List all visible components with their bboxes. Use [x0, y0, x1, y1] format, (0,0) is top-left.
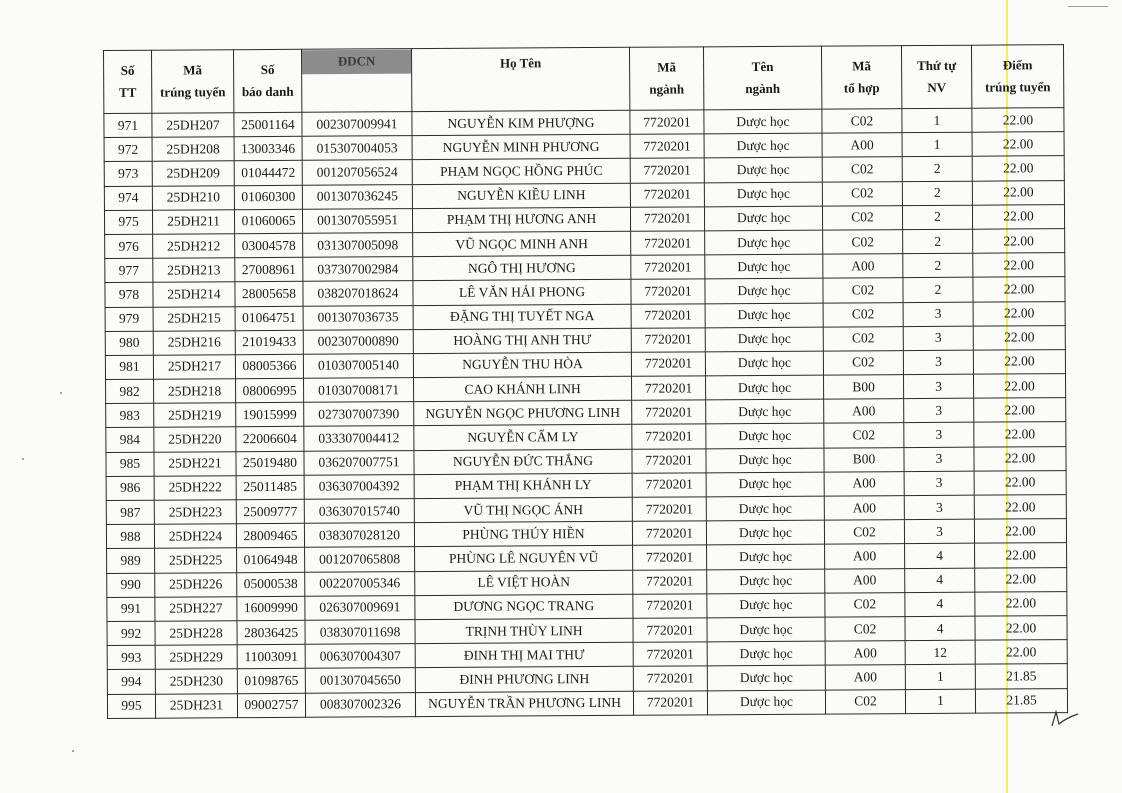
header-ddcn: ĐDCN — [301, 49, 411, 113]
cell-ma-to-hop: C02 — [822, 109, 902, 134]
cell-ma-to-hop: A00 — [823, 254, 903, 279]
cell-ma-nganh: 7720201 — [633, 569, 707, 594]
cell-ma-to-hop: C02 — [822, 157, 902, 182]
cell-ho-ten: PHẠM THỊ HƯƠNG ANH — [412, 207, 630, 233]
cell-so-bao-danh: 16009990 — [237, 596, 305, 621]
cell-thu-tu-nv: 4 — [905, 568, 975, 593]
cell-so-bao-danh: 25019480 — [236, 451, 304, 476]
cell-diem: 22.00 — [975, 640, 1067, 665]
cell-ma-to-hop: C02 — [823, 326, 903, 351]
cell-ddcn: 036307004392 — [304, 474, 414, 499]
cell-so-bao-danh: 25001164 — [234, 112, 302, 137]
cell-diem: 22.00 — [975, 567, 1067, 592]
cell-so-bao-danh: 01044472 — [234, 161, 302, 186]
table-header-row — [104, 45, 1064, 114]
cell-ten-nganh: Dược học — [706, 375, 824, 400]
cell-thu-tu-nv: 3 — [904, 471, 974, 496]
cell-diem: 22.00 — [974, 470, 1066, 495]
cell-diem: 22.00 — [974, 495, 1066, 520]
cell-ho-ten: TRỊNH THÙY LINH — [415, 618, 633, 644]
cell-thu-tu-nv: 4 — [905, 544, 975, 569]
cell-so-bao-danh: 21019433 — [235, 330, 303, 355]
cell-ho-ten: NGUYỄN CẨM LY — [414, 425, 632, 451]
cell-ho-ten: NGUYỄN KIM PHƯỢNG — [412, 110, 630, 136]
admission-results-table — [103, 44, 1068, 719]
cell-diem: 22.00 — [974, 446, 1066, 471]
cell-ma-trung-tuyen: 25DH230 — [155, 669, 237, 694]
scan-speck — [22, 458, 24, 460]
cell-thu-tu-nv: 3 — [903, 326, 973, 351]
cell-stt: 983 — [106, 403, 154, 427]
header-diem-trung-tuyen: Điểm trúng tuyển — [971, 45, 1063, 109]
cell-ten-nganh: Dược học — [704, 109, 822, 134]
cell-stt: 995 — [107, 694, 155, 718]
cell-stt: 984 — [106, 428, 154, 452]
cell-ho-ten: NGÔ THỊ HƯƠNG — [413, 255, 631, 281]
cell-ma-trung-tuyen: 25DH221 — [154, 451, 236, 476]
cell-ma-trung-tuyen: 25DH220 — [154, 427, 236, 452]
cell-ddcn: 001207065808 — [305, 547, 415, 572]
cell-ma-nganh: 7720201 — [632, 400, 706, 425]
cell-ho-ten: PHÙNG LÊ NGUYÊN VŨ — [415, 546, 633, 572]
header-thu-tu-nv: Thứ tự NV — [901, 45, 971, 108]
cell-ma-trung-tuyen: 25DH215 — [153, 306, 235, 331]
cell-diem: 22.00 — [975, 616, 1067, 641]
cell-ma-nganh: 7720201 — [631, 231, 705, 256]
cell-thu-tu-nv: 1 — [902, 108, 972, 133]
cell-stt: 986 — [106, 476, 154, 500]
cell-diem: 22.00 — [973, 229, 1065, 254]
cell-so-bao-danh: 11003091 — [237, 644, 305, 669]
table-row — [107, 688, 1067, 718]
cell-ho-ten: ĐINH THỊ MAI THƯ — [415, 642, 633, 668]
cell-ten-nganh: Dược học — [707, 641, 825, 666]
cell-ten-nganh: Dược học — [707, 544, 825, 569]
cell-ten-nganh: Dược học — [707, 569, 825, 594]
cell-ma-nganh: 7720201 — [632, 521, 706, 546]
cell-ddcn: 002307000890 — [303, 329, 413, 354]
cell-ddcn: 001307045650 — [305, 668, 415, 693]
cell-ma-to-hop: A00 — [825, 544, 905, 569]
cell-ddcn: 036307015740 — [304, 499, 414, 524]
cell-ten-nganh: Dược học — [706, 399, 824, 424]
cell-diem: 22.00 — [973, 301, 1065, 326]
cell-ma-to-hop: A00 — [824, 471, 904, 496]
cell-ma-to-hop: C02 — [825, 617, 905, 642]
cell-thu-tu-nv: 1 — [905, 689, 975, 714]
cell-ma-to-hop: C02 — [824, 423, 904, 448]
cell-diem: 22.00 — [973, 374, 1065, 399]
cell-stt: 980 — [105, 331, 153, 355]
cell-stt: 993 — [107, 645, 155, 669]
cell-ma-trung-tuyen: 25DH226 — [155, 572, 237, 597]
cell-thu-tu-nv: 4 — [905, 616, 975, 641]
cell-ddcn: 031307005098 — [303, 233, 413, 258]
cell-ten-nganh: Dược học — [704, 206, 822, 231]
cell-ten-nganh: Dược học — [705, 278, 823, 303]
cell-ten-nganh: Dược học — [707, 690, 825, 715]
cell-so-bao-danh: 08006995 — [236, 378, 304, 403]
cell-stt: 975 — [104, 210, 152, 234]
cell-diem: 22.00 — [973, 253, 1065, 278]
cell-diem: 22.00 — [973, 350, 1065, 375]
cell-ddcn: 001207056524 — [302, 160, 412, 185]
cell-ddcn: 033307004412 — [304, 426, 414, 451]
cell-ma-nganh: 7720201 — [630, 182, 704, 207]
cell-ho-ten: NGUYỄN THU HÒA — [413, 352, 631, 378]
cell-stt: 974 — [104, 186, 152, 210]
cell-so-bao-danh: 13003346 — [234, 136, 302, 161]
scan-edge-mark — [1068, 6, 1108, 7]
cell-ma-trung-tuyen: 25DH207 — [152, 113, 234, 138]
cell-thu-tu-nv: 1 — [902, 132, 972, 157]
cell-ma-to-hop: C02 — [822, 205, 902, 230]
cell-ten-nganh: Dược học — [704, 133, 822, 158]
table-body — [104, 108, 1068, 719]
cell-ten-nganh: Dược học — [706, 448, 824, 473]
cell-stt: 990 — [107, 573, 155, 597]
cell-ma-nganh: 7720201 — [633, 642, 707, 667]
cell-ho-ten: LÊ VIỆT HOÀN — [415, 570, 633, 596]
cell-thu-tu-nv: 3 — [904, 447, 974, 472]
cell-ma-nganh: 7720201 — [630, 134, 704, 159]
cell-ten-nganh: Dược học — [707, 617, 825, 642]
cell-ddcn: 001307055951 — [302, 208, 412, 233]
cell-diem: 22.00 — [972, 204, 1064, 229]
cell-ma-nganh: 7720201 — [630, 158, 704, 183]
cell-thu-tu-nv: 3 — [904, 398, 974, 423]
cell-so-bao-danh: 01060065 — [234, 209, 302, 234]
cell-ho-ten: ĐINH PHƯƠNG LINH — [415, 667, 633, 693]
cell-so-bao-danh: 28009465 — [236, 523, 304, 548]
cell-ho-ten: CAO KHÁNH LINH — [414, 376, 632, 402]
cell-ma-nganh: 7720201 — [631, 303, 705, 328]
cell-stt: 976 — [105, 234, 153, 258]
cell-ten-nganh: Dược học — [704, 157, 822, 182]
cell-stt: 971 — [104, 113, 152, 137]
header-ten-nganh: Tên ngành — [703, 46, 821, 110]
cell-stt: 977 — [105, 258, 153, 282]
cell-so-bao-danh: 03004578 — [235, 233, 303, 258]
cell-ma-to-hop: B00 — [824, 447, 904, 472]
cell-ma-trung-tuyen: 25DH213 — [153, 258, 235, 283]
cell-ten-nganh: Dược học — [705, 254, 823, 279]
scan-speck — [72, 750, 74, 752]
cell-thu-tu-nv: 3 — [903, 350, 973, 375]
cell-ma-trung-tuyen: 25DH218 — [154, 379, 236, 404]
cell-ten-nganh: Dược học — [704, 182, 822, 207]
cell-ho-ten: PHẠM NGỌC HỒNG PHÚC — [412, 159, 630, 185]
cell-so-bao-danh: 25011485 — [236, 475, 304, 500]
cell-stt: 988 — [106, 524, 154, 548]
cell-diem: 22.00 — [975, 591, 1067, 616]
cell-ma-nganh: 7720201 — [633, 618, 707, 643]
cell-ma-to-hop: A00 — [825, 665, 905, 690]
cell-ddcn: 010307008171 — [304, 378, 414, 403]
cell-diem: 22.00 — [973, 277, 1065, 302]
cell-ma-to-hop: C02 — [823, 302, 903, 327]
cell-ho-ten: NGUYỄN MINH PHƯƠNG — [412, 134, 630, 160]
cell-ho-ten: NGUYỄN KIỀU LINH — [412, 183, 630, 209]
cell-ma-nganh: 7720201 — [633, 594, 707, 619]
cell-ma-nganh: 7720201 — [631, 352, 705, 377]
header-ma-to-hop: Mã tổ hợp — [821, 46, 901, 109]
cell-ma-to-hop: C02 — [823, 230, 903, 255]
cell-so-bao-danh: 22006604 — [236, 427, 304, 452]
header-ma-nganh: Mã ngành — [629, 47, 703, 110]
cell-ma-to-hop: C02 — [823, 278, 903, 303]
cell-stt: 992 — [107, 621, 155, 645]
cell-ddcn: 026307009691 — [305, 595, 415, 620]
cell-diem: 22.00 — [974, 422, 1066, 447]
cell-stt: 985 — [106, 452, 154, 476]
cell-ma-to-hop: A00 — [825, 568, 905, 593]
cell-ma-trung-tuyen: 25DH228 — [155, 621, 237, 646]
header-ma-trung-tuyen: Mã trúng tuyển — [152, 50, 234, 113]
cell-ho-ten: DƯƠNG NGỌC TRANG — [415, 594, 633, 620]
cell-ma-trung-tuyen: 25DH216 — [153, 330, 235, 355]
cell-so-bao-danh: 27008961 — [235, 257, 303, 282]
cell-ddcn: 038307028120 — [304, 523, 414, 548]
cell-ma-to-hop: A00 — [824, 496, 904, 521]
cell-ddcn: 010307005140 — [303, 353, 413, 378]
cell-thu-tu-nv: 2 — [903, 253, 973, 278]
cell-thu-tu-nv: 2 — [902, 181, 972, 206]
cell-thu-tu-nv: 3 — [904, 423, 974, 448]
cell-ten-nganh: Dược học — [707, 665, 825, 690]
cell-thu-tu-nv: 2 — [903, 278, 973, 303]
cell-ma-to-hop: B00 — [823, 375, 903, 400]
cell-ma-to-hop: A00 — [822, 133, 902, 158]
cell-ma-trung-tuyen: 25DH229 — [155, 645, 237, 670]
cell-ma-to-hop: C02 — [824, 520, 904, 545]
cell-stt: 991 — [107, 597, 155, 621]
cell-ma-trung-tuyen: 25DH209 — [152, 161, 234, 186]
cell-so-bao-danh: 01064948 — [237, 548, 305, 573]
cell-so-bao-danh: 01098765 — [237, 669, 305, 694]
cell-ddcn: 015307004053 — [302, 136, 412, 161]
cell-ma-nganh: 7720201 — [631, 255, 705, 280]
cell-diem: 22.00 — [973, 325, 1065, 350]
cell-diem: 22.00 — [972, 180, 1064, 205]
cell-ten-nganh: Dược học — [705, 327, 823, 352]
handwritten-mark — [1050, 708, 1080, 730]
cell-ten-nganh: Dược học — [705, 230, 823, 255]
cell-stt: 982 — [106, 379, 154, 403]
cell-ho-ten: LÊ VĂN HẢI PHONG — [413, 280, 631, 306]
cell-ddcn: 002307009941 — [302, 112, 412, 137]
cell-ma-nganh: 7720201 — [633, 666, 707, 691]
cell-ma-trung-tuyen: 25DH217 — [153, 355, 235, 380]
cell-so-bao-danh: 28036425 — [237, 620, 305, 645]
cell-ddcn: 002207005346 — [305, 571, 415, 596]
cell-ma-trung-tuyen: 25DH214 — [153, 282, 235, 307]
cell-ho-ten: NGUYỄN NGỌC PHƯƠNG LINH — [414, 401, 632, 427]
cell-stt: 994 — [107, 670, 155, 694]
cell-thu-tu-nv: 3 — [904, 519, 974, 544]
cell-ho-ten: NGUYỄN ĐỨC THẮNG — [414, 449, 632, 475]
cell-ddcn: 038307011698 — [305, 620, 415, 645]
cell-diem: 22.00 — [972, 108, 1064, 133]
cell-thu-tu-nv: 2 — [902, 157, 972, 182]
cell-ma-trung-tuyen: 25DH231 — [155, 693, 237, 718]
cell-stt: 978 — [105, 283, 153, 307]
cell-ma-trung-tuyen: 25DH212 — [153, 234, 235, 259]
cell-stt: 972 — [104, 137, 152, 161]
cell-ma-trung-tuyen: 25DH223 — [154, 500, 236, 525]
cell-ddcn: 036207007751 — [304, 450, 414, 475]
cell-thu-tu-nv: 3 — [903, 374, 973, 399]
cell-ma-trung-tuyen: 25DH219 — [154, 403, 236, 428]
cell-ten-nganh: Dược học — [705, 351, 823, 376]
cell-ddcn: 001307036245 — [302, 184, 412, 209]
cell-ten-nganh: Dược học — [705, 303, 823, 328]
cell-diem: 22.00 — [975, 543, 1067, 568]
cell-ma-nganh: 7720201 — [632, 497, 706, 522]
header-ho-ten: Họ Tên — [411, 47, 629, 111]
cell-thu-tu-nv: 2 — [902, 205, 972, 230]
cell-ten-nganh: Dược học — [706, 520, 824, 545]
cell-diem: 22.00 — [974, 519, 1066, 544]
cell-ho-ten: VŨ THỊ NGỌC ÁNH — [414, 497, 632, 523]
cell-ma-trung-tuyen: 25DH210 — [152, 185, 234, 210]
cell-ddcn: 006307004307 — [305, 644, 415, 669]
cell-diem: 21.85 — [975, 688, 1067, 713]
scan-speck — [60, 392, 62, 394]
cell-ma-to-hop: C02 — [825, 592, 905, 617]
cell-so-bao-danh: 01064751 — [235, 306, 303, 331]
cell-ma-trung-tuyen: 25DH225 — [155, 548, 237, 573]
cell-ho-ten: NGUYỄN TRẦN PHƯƠNG LINH — [415, 691, 633, 717]
cell-ten-nganh: Dược học — [706, 424, 824, 449]
cell-stt: 989 — [107, 549, 155, 573]
cell-ma-nganh: 7720201 — [632, 473, 706, 498]
cell-ma-trung-tuyen: 25DH208 — [152, 137, 234, 162]
cell-so-bao-danh: 28005658 — [235, 282, 303, 307]
cell-ten-nganh: Dược học — [707, 593, 825, 618]
cell-ma-to-hop: A00 — [824, 399, 904, 424]
cell-ma-nganh: 7720201 — [630, 207, 704, 232]
cell-ma-to-hop: C02 — [822, 181, 902, 206]
cell-diem: 22.00 — [972, 132, 1064, 157]
cell-ma-nganh: 7720201 — [632, 448, 706, 473]
cell-ddcn: 027307007390 — [304, 402, 414, 427]
cell-so-bao-danh: 09002757 — [237, 693, 305, 718]
cell-so-bao-danh: 25009777 — [236, 499, 304, 524]
cell-stt: 979 — [105, 307, 153, 331]
cell-ho-ten: PHÙNG THÚY HIỀN — [414, 521, 632, 547]
cell-stt: 987 — [106, 500, 154, 524]
cell-ma-to-hop: A00 — [825, 641, 905, 666]
cell-thu-tu-nv: 1 — [905, 664, 975, 689]
cell-ma-trung-tuyen: 25DH227 — [155, 596, 237, 621]
cell-ma-nganh: 7720201 — [633, 545, 707, 570]
cell-ma-to-hop: C02 — [825, 689, 905, 714]
cell-ddcn: 001307036735 — [303, 305, 413, 330]
cell-ho-ten: VŨ NGỌC MINH ANH — [413, 231, 631, 257]
cell-ma-nganh: 7720201 — [633, 690, 707, 715]
cell-ten-nganh: Dược học — [706, 496, 824, 521]
header-so-tt: Số TT — [104, 50, 152, 113]
cell-thu-tu-nv: 12 — [905, 640, 975, 665]
cell-diem: 22.00 — [974, 398, 1066, 423]
cell-so-bao-danh: 19015999 — [236, 403, 304, 428]
cell-so-bao-danh: 08005366 — [235, 354, 303, 379]
cell-stt: 981 — [105, 355, 153, 379]
cell-ddcn: 008307002326 — [305, 692, 415, 717]
cell-ho-ten: PHẠM THỊ KHÁNH LY — [414, 473, 632, 499]
cell-thu-tu-nv: 3 — [904, 495, 974, 520]
cell-thu-tu-nv: 4 — [905, 592, 975, 617]
cell-ma-trung-tuyen: 25DH224 — [154, 524, 236, 549]
cell-ho-ten: HOÀNG THỊ ANH THƯ — [413, 328, 631, 354]
cell-ma-nganh: 7720201 — [631, 279, 705, 304]
cell-ma-nganh: 7720201 — [632, 424, 706, 449]
cell-ma-to-hop: C02 — [823, 350, 903, 375]
cell-so-bao-danh: 01060300 — [234, 185, 302, 210]
cell-stt: 973 — [104, 162, 152, 186]
cell-ddcn: 038207018624 — [303, 281, 413, 306]
cell-ma-nganh: 7720201 — [631, 328, 705, 353]
cell-ddcn: 037307002984 — [303, 257, 413, 282]
cell-thu-tu-nv: 2 — [903, 229, 973, 254]
cell-ma-nganh: 7720201 — [632, 376, 706, 401]
cell-ma-trung-tuyen: 25DH211 — [152, 209, 234, 234]
cell-ma-trung-tuyen: 25DH222 — [154, 476, 236, 501]
cell-diem: 21.85 — [975, 664, 1067, 689]
cell-thu-tu-nv: 3 — [903, 302, 973, 327]
cell-ten-nganh: Dược học — [706, 472, 824, 497]
cell-so-bao-danh: 05000538 — [237, 572, 305, 597]
cell-ho-ten: ĐẶNG THỊ TUYẾT NGA — [413, 304, 631, 330]
header-so-bao-danh: Số báo danh — [234, 49, 302, 112]
cell-diem: 22.00 — [972, 156, 1064, 181]
cell-ma-nganh: 7720201 — [630, 110, 704, 135]
